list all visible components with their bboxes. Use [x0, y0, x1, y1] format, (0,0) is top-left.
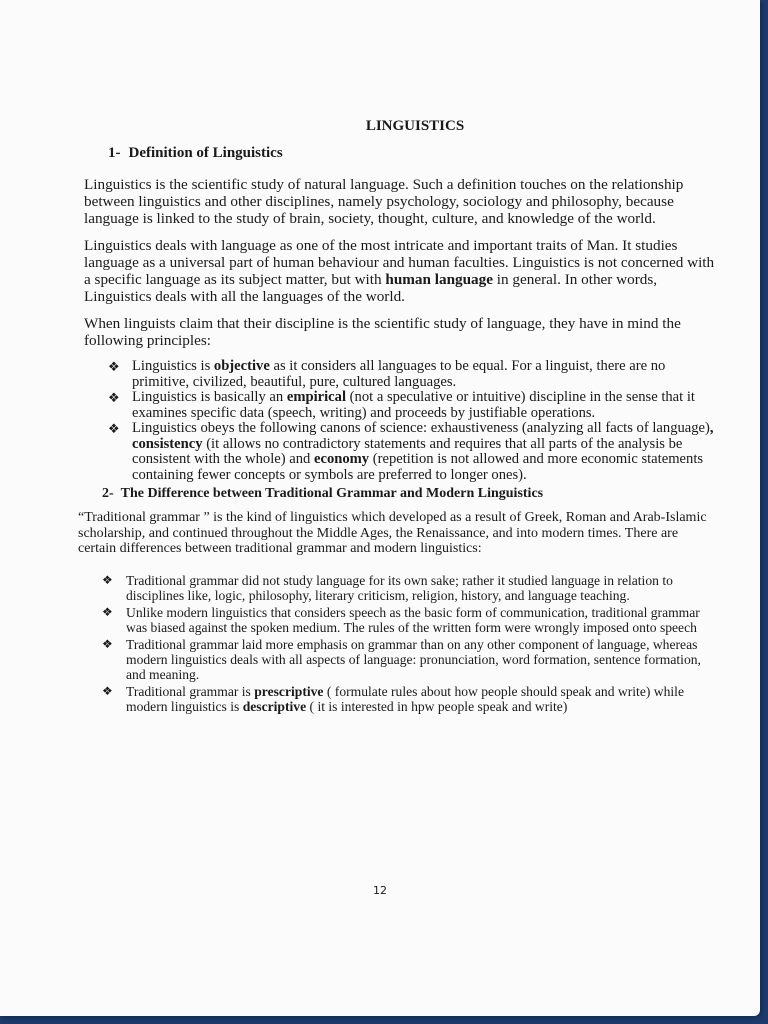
list-item: [84, 359, 716, 390]
section-1-paragraph-3: When linguists claim that their discipline is the scientific study of language, they have in mind the following principles:: [84, 315, 681, 349]
list-item: [84, 605, 716, 635]
bullet-diamond-icon: ❖: [102, 604, 113, 619]
section-2-paragraph-1: “Traditional grammar ” is the kind of linguistics which developed as a result of Greek, Roman and Arab-Islamic scholarship, and continued throughout the Middle Ages, the Renaissance, and into modern times. There are certain differences between traditional grammar and modern linguistics:: [78, 510, 707, 556]
bullet-diamond-icon: ❖: [102, 572, 113, 587]
bullet-diamond-icon: ❖: [108, 421, 120, 436]
text-run: ( it is interested in hpw people speak and write): [306, 698, 568, 714]
differences-list: [84, 573, 716, 714]
text-run: as it considers all languages to be equal. For a linguist, there are no primitive, civilized, beautiful, pure, cultured languages.: [132, 358, 666, 390]
text-run: (repetition is not allowed and more economic statements containing fewer concepts or symbols are preferred to longer ones).: [132, 451, 704, 483]
list-item: [84, 421, 716, 483]
page-number: 12: [373, 884, 387, 897]
text-run: (it allows no contradictory statements and requires that all parts of the analysis be consistent with the whole) and: [132, 435, 683, 467]
bullet-diamond-icon: ❖: [102, 683, 113, 698]
section-1-heading: [108, 145, 716, 162]
bold-term: descriptive: [242, 698, 307, 714]
text-run: Linguistics obeys the following canons of science: exhaustiveness (analyzing all facts of language): [132, 420, 710, 436]
bold-term: economy: [313, 451, 370, 467]
principles-list: [84, 359, 716, 483]
section-1-title: Definition of Linguistics: [128, 145, 283, 161]
list-item: [84, 684, 716, 714]
text-run: Linguistics is: [132, 358, 214, 374]
section-2-number: 2-: [102, 486, 114, 501]
text-run: Traditional grammar laid more emphasis on grammar than on any other component of language, whereas modern linguistics deals with all aspects of language: pronunciation, word formation, sentence formation, and meaning.: [126, 636, 701, 682]
bold-term: human language: [385, 271, 493, 288]
bullet-diamond-icon: ❖: [108, 390, 120, 405]
text-run: ( formulate rules about how people should speak and write) while modern linguistics is: [126, 683, 684, 714]
list-item: [84, 637, 716, 682]
text-run: (not a speculative or intuitive) discipline in the sense that it examines specific data (speech, writing) and proceeds by justifiable operations.: [132, 389, 695, 421]
list-item: [84, 573, 716, 603]
section-2-heading: [102, 485, 716, 502]
section-2-title: The Difference between Traditional Grammar and Modern Linguistics: [120, 486, 544, 501]
text-run: Unlike modern linguistics that considers speech as the basic form of communication, traditional grammar was biased against the spoken medium. The rules of the written form were wrongly imposed onto speech: [126, 604, 700, 635]
text-run: Traditional grammar is: [126, 683, 255, 699]
text-run: Linguistics deals with language as one of the most intricate and important traits of Man. It studies language as a universal part of human behaviour and human faculties. Linguistics is not concerned with a specific language as its subject matter, but with: [84, 237, 715, 288]
bold-term: empirical: [286, 389, 347, 405]
bullet-diamond-icon: ❖: [102, 636, 113, 651]
page-title: LINGUISTICS: [365, 118, 465, 134]
text-run: Linguistics is basically an: [132, 389, 287, 405]
bullet-diamond-icon: ❖: [108, 359, 120, 374]
text-run: Traditional grammar did not study language for its own sake; rather it studied language in relation to disciplines like, logic, philosophy, literary criticism, religion, history, and language teaching.: [126, 572, 673, 603]
bold-term: , consistency: [132, 420, 714, 452]
section-1-paragraph-1: Linguistics is the scientific study of natural language. Such a definition touches on the relationship between linguistics and other disciplines, namely psychology, sociology and philosophy, because language is linked to the study of brain, society, thought, culture, and knowledge of the world.: [84, 176, 684, 227]
list-item: [84, 390, 716, 421]
text-run: in general. In other words, Linguistics deals with all the languages of the world.: [84, 271, 658, 305]
bold-term: objective: [213, 358, 270, 374]
section-1-number: 1-: [108, 145, 121, 161]
bold-term: prescriptive: [254, 683, 324, 699]
page-content: [78, 118, 716, 716]
section-1-paragraph-2: [84, 237, 716, 305]
